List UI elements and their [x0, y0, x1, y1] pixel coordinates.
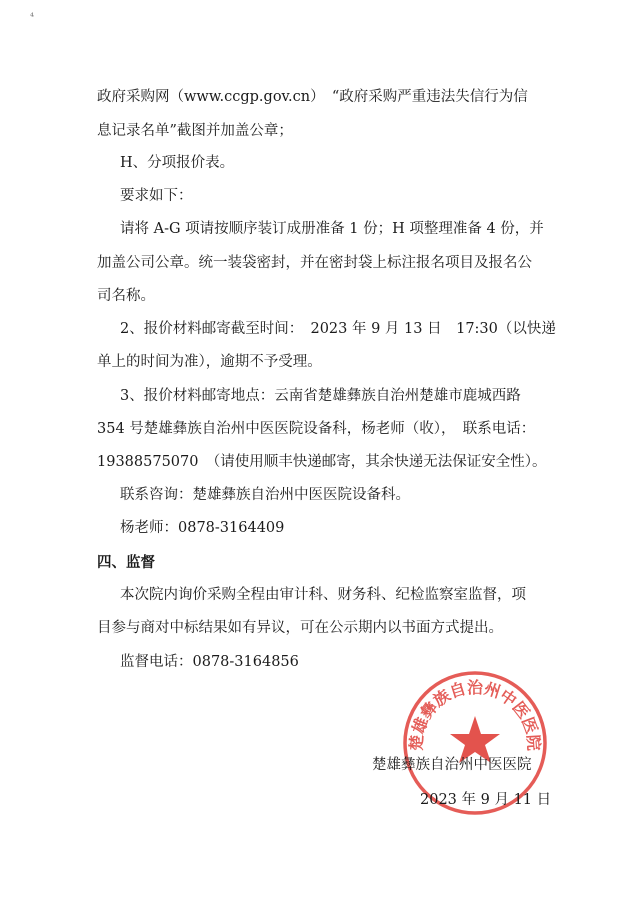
- text-line-1: 政府采购网（www.ccgp.gov.cn） “政府采购严重违法失信行为信: [97, 89, 528, 105]
- text-line-7: 司名称。: [97, 288, 155, 304]
- text-line-5: 请将 A-G 项请按顺序装订成册准备 1 份；H 项整理准备 4 份，并: [120, 221, 544, 237]
- supervision-line-2: 目参与商对中标结果如有异议，可在公示期内以书面方式提出。: [97, 620, 503, 636]
- section-heading-supervision: 四、监督: [97, 554, 155, 571]
- text-line-2: 息记录名单”截图并加盖公章；: [97, 123, 293, 139]
- contact-line: 联系咨询：楚雄彝族自治州中医医院设备科。: [120, 487, 410, 503]
- teacher-phone-line: 杨老师：0878-3164409: [120, 520, 285, 536]
- svg-text:楚雄彝族自治州中医医院: 楚雄彝族自治州中医医院: [406, 678, 544, 752]
- deadline-line: 2、报价材料邮寄截至时间： 2023 年 9 月 13 日 17:30（以快递: [120, 321, 556, 337]
- supervision-phone-line: 监督电话：0878-3164856: [120, 654, 299, 670]
- deadline-line-2: 单上的时间为准），逾期不予受理。: [97, 354, 322, 370]
- signature-date: 2023 年 9 月 11 日: [420, 792, 552, 808]
- address-line: 3、报价材料邮寄地点：云南省楚雄彝族自治州楚雄市鹿城西路: [120, 388, 521, 404]
- text-line-6: 加盖公司公章。统一装袋密封，并在密封袋上标注报名项目及报名公: [97, 255, 532, 271]
- item-h-line: H、分项报价表。: [120, 155, 235, 171]
- signature-org: 楚雄彝族自治州中医医院: [372, 757, 532, 773]
- address-line-2: 354 号楚雄彝族自治州中医医院设备科，杨老师（收）， 联系电话：: [97, 421, 536, 437]
- page-corner-mark: ⁴: [30, 12, 35, 23]
- requirements-heading: 要求如下：: [120, 188, 193, 204]
- supervision-line-1: 本次院内询价采购全程由审计科、财务科、纪检监察室监督，项: [120, 587, 526, 603]
- phone-line: 19388575070 （请使用顺丰快递邮寄，其余快递无法保证安全性）。: [97, 454, 547, 470]
